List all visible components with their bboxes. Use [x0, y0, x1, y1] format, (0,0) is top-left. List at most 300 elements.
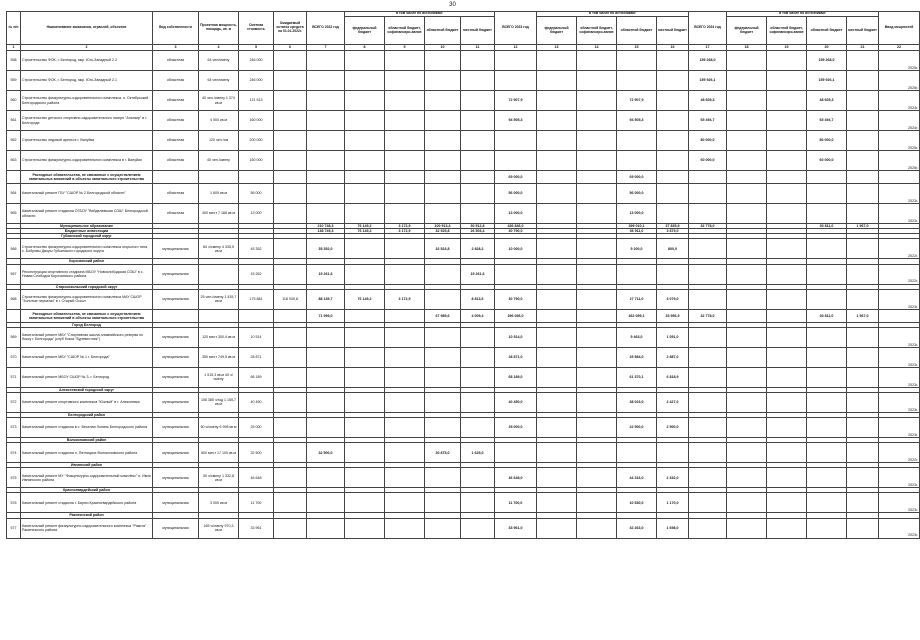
value-cell	[461, 151, 495, 171]
value-cell	[385, 71, 425, 91]
value-cell	[577, 327, 617, 347]
section-title: Ракитянский район	[21, 513, 153, 518]
value-cell	[537, 91, 577, 111]
column-number: 8	[345, 45, 385, 51]
value-cell	[727, 71, 767, 91]
value-cell	[577, 171, 617, 184]
section-title: Белгородский район	[21, 412, 153, 417]
value-cell	[461, 518, 495, 538]
value-cell: 26 503,4	[461, 229, 495, 234]
empty-cell	[199, 171, 239, 184]
value-cell	[689, 418, 727, 438]
value-cell	[537, 239, 577, 259]
column-number: 2	[21, 45, 153, 51]
value-cell: 65 494,7	[807, 111, 847, 131]
value-cell	[847, 91, 879, 111]
expected-balance	[274, 51, 307, 71]
value-cell	[577, 184, 617, 204]
value-cell	[345, 204, 385, 224]
value-cell	[345, 184, 385, 204]
value-cell	[577, 289, 617, 309]
value-cell	[537, 131, 577, 151]
value-cell	[385, 91, 425, 111]
table-row	[7, 289, 920, 309]
capacity: 350 мест 749,5 кв.м	[199, 347, 239, 367]
estimate: 246 000	[239, 51, 274, 71]
table-row	[7, 204, 920, 224]
value-cell: 72 907,9	[495, 91, 537, 111]
value-cell	[727, 184, 767, 204]
header-incl-2022: в том числе по источникам:	[345, 12, 495, 17]
estimate: 11 700	[239, 493, 274, 513]
value-cell	[727, 468, 767, 488]
value-cell: 9 200,0	[617, 239, 657, 259]
value-cell	[345, 518, 385, 538]
value-cell: 10 514,0	[495, 327, 537, 347]
ownership: областная	[153, 204, 199, 224]
value-cell	[847, 367, 879, 387]
value-cell: 27 711,0	[617, 289, 657, 309]
value-cell	[767, 392, 807, 412]
value-cell	[461, 327, 495, 347]
section-title: Муниципальное образование	[21, 224, 153, 229]
row-number: 565	[7, 204, 21, 224]
value-cell	[345, 493, 385, 513]
value-cell	[385, 131, 425, 151]
value-cell	[847, 493, 879, 513]
value-cell	[657, 151, 689, 171]
capacity: 120 мест 300,4 кв.м	[199, 327, 239, 347]
value-cell	[345, 91, 385, 111]
ownership: муниципальная	[153, 493, 199, 513]
row-number: 564	[7, 184, 21, 204]
empty-cell	[199, 309, 239, 322]
value-cell: 2 500,0	[657, 418, 689, 438]
value-cell	[807, 468, 847, 488]
value-cell	[689, 392, 727, 412]
commission-year: 2023г.	[879, 347, 920, 367]
value-cell: 22 500,0	[617, 418, 657, 438]
table-row	[7, 264, 920, 284]
object-name: Капитальный ремонт ГБУ "СШОР № 2 Белгородской области"	[21, 184, 153, 204]
column-number: 13	[537, 45, 577, 51]
value-cell	[847, 418, 879, 438]
value-cell	[657, 91, 689, 111]
value-cell	[727, 493, 767, 513]
column-number: 7	[307, 45, 345, 51]
value-cell: 2 828,2	[461, 239, 495, 259]
value-cell	[689, 184, 727, 204]
value-cell	[385, 327, 425, 347]
value-cell	[307, 392, 345, 412]
value-cell: 138 749,3	[307, 229, 345, 234]
value-cell	[495, 71, 537, 91]
header-total-2024: ВСЕГО 2024 год	[689, 12, 727, 45]
value-cell	[307, 71, 345, 91]
column-number: 6	[274, 45, 307, 51]
table-row	[7, 184, 920, 204]
value-cell	[767, 71, 807, 91]
commission-year	[879, 171, 920, 184]
value-cell	[657, 264, 689, 284]
value-cell: 56 000,0	[617, 184, 657, 204]
value-cell	[767, 289, 807, 309]
table-row	[7, 493, 920, 513]
commission-year: 2023г.	[879, 468, 920, 488]
object-name: Строительство ФОК, г. Белгород, мкр. Юго-Западный 2.2	[21, 51, 153, 71]
value-cell: 10 000,0	[495, 239, 537, 259]
expected-balance	[274, 493, 307, 513]
value-cell: 65 494,7	[689, 111, 727, 131]
value-cell: 60 000,0	[807, 151, 847, 171]
commission-year: 2023г.	[879, 493, 920, 513]
section-title: Расходные обязательства, не связанные с осуществлением капитальных вложений в объекты капитального строительства	[21, 171, 153, 184]
object-name: Капитальный ремонт МУ "Физкультурно-оздоровительный комплекс" п. Ивня Ивнянского района	[21, 468, 153, 488]
value-cell	[767, 51, 807, 71]
ownership: муниципальная	[153, 289, 199, 309]
value-cell: 100 913,4	[425, 224, 461, 229]
value-cell: 2 887,0	[657, 347, 689, 367]
value-cell	[657, 111, 689, 131]
value-cell	[577, 151, 617, 171]
value-cell	[385, 347, 425, 367]
value-cell	[767, 239, 807, 259]
value-cell	[727, 131, 767, 151]
section-title: Алексеевский городской округ	[21, 387, 153, 392]
empty-cell	[153, 171, 199, 184]
value-cell	[385, 493, 425, 513]
value-cell: 13 000,0	[617, 204, 657, 224]
value-cell	[461, 51, 495, 71]
commission-year: 2023г.	[879, 392, 920, 412]
value-cell	[537, 204, 577, 224]
value-cell	[307, 418, 345, 438]
capacity	[199, 264, 239, 284]
value-cell	[537, 171, 577, 184]
ownership: муниципальная	[153, 264, 199, 284]
value-cell	[577, 418, 617, 438]
value-cell	[461, 204, 495, 224]
value-cell: 44 316,0	[617, 468, 657, 488]
value-cell	[767, 131, 807, 151]
estimate: 160 000	[239, 111, 274, 131]
value-cell	[495, 264, 537, 284]
value-cell	[461, 468, 495, 488]
value-cell: 10 530,0	[617, 493, 657, 513]
value-cell	[767, 264, 807, 284]
row-number: 575	[7, 468, 21, 488]
capacity: 84 ч/смену 4 335,5 кв.м	[199, 239, 239, 259]
value-cell	[767, 327, 807, 347]
value-cell	[767, 171, 807, 184]
row-number: 563	[7, 151, 21, 171]
value-cell	[657, 71, 689, 91]
value-cell	[847, 443, 879, 463]
value-cell	[847, 239, 879, 259]
estimate: 246 000	[239, 71, 274, 91]
value-cell: 35 352,0	[307, 239, 345, 259]
value-cell	[807, 327, 847, 347]
value-cell	[461, 493, 495, 513]
expected-balance	[274, 418, 307, 438]
object-name: Капитальный ремонт стадиона г. Бирюч Красногвардейского района	[21, 493, 153, 513]
row-number: 577	[7, 518, 21, 538]
value-cell	[461, 91, 495, 111]
value-cell	[617, 443, 657, 463]
header-name: Наименование заказчиков, отраслей, объектов	[21, 12, 153, 45]
empty-cell	[239, 171, 274, 184]
value-cell	[847, 111, 879, 131]
row-number: 567	[7, 264, 21, 284]
column-number: 16	[657, 45, 689, 51]
value-cell: 436 846,0	[495, 224, 537, 229]
header-fed: федеральный бюджет	[537, 17, 577, 45]
value-cell: 9 463,0	[617, 327, 657, 347]
table-row	[7, 327, 920, 347]
value-cell: 40 790,0	[495, 229, 537, 234]
table-row	[7, 418, 920, 438]
commission-year: 2022г.	[879, 264, 920, 284]
object-name: Строительство ледовой арены в г. Валуйки	[21, 131, 153, 151]
value-cell	[689, 443, 727, 463]
table-row	[7, 71, 920, 91]
value-cell	[689, 367, 727, 387]
value-cell	[537, 367, 577, 387]
value-cell: 76 149,2	[345, 224, 385, 229]
value-cell: 159 268,0	[689, 51, 727, 71]
value-cell	[425, 111, 461, 131]
estimate: 25 000	[239, 418, 274, 438]
ownership: муниципальная	[153, 443, 199, 463]
object-name: Строительство физкультурно-оздоровительного комплекса, п. Октябрьский Белгородского района	[21, 91, 153, 111]
value-cell	[577, 91, 617, 111]
value-cell	[345, 443, 385, 463]
commission-year: 2023г.	[879, 184, 920, 204]
value-cell	[807, 418, 847, 438]
value-cell	[577, 71, 617, 91]
capacity: 600 мест 17 100 кв.м	[199, 443, 239, 463]
value-cell	[767, 91, 807, 111]
value-cell	[385, 51, 425, 71]
object-name: Строительство ФОК, г. Белгород, мкр. Юго-Западный 2.1	[21, 71, 153, 91]
value-cell	[727, 443, 767, 463]
value-cell	[727, 347, 767, 367]
value-cell	[617, 51, 657, 71]
value-cell	[689, 289, 727, 309]
value-cell: 15 261,6	[307, 264, 345, 284]
estimate: 150 000	[239, 151, 274, 171]
value-cell	[385, 204, 425, 224]
value-cell: 399 010,1	[617, 224, 657, 229]
value-cell: 30 875,0	[425, 443, 461, 463]
value-cell	[345, 111, 385, 131]
expected-balance	[274, 264, 307, 284]
value-cell	[727, 151, 767, 171]
value-cell: 72 907,9	[617, 91, 657, 111]
object-name: Капитальный ремонт МБУ "Спортивная школа олимпийского резерва по боксу г. Белгорода" (клуб бокса "Буревестник")	[21, 327, 153, 347]
header-obl-cofin: областной бюджет, софинансиро-вание	[577, 17, 617, 45]
value-cell: 67 989,6	[425, 309, 461, 322]
estimate: 40 450	[239, 392, 274, 412]
budget-table	[6, 11, 920, 539]
value-cell	[495, 131, 537, 151]
estimate: 13 000	[239, 204, 274, 224]
value-cell	[689, 347, 727, 367]
value-cell	[345, 171, 385, 184]
value-cell	[577, 367, 617, 387]
header-incl-2023: в том числе по источникам:	[537, 12, 689, 17]
commission-year: 2023г.	[879, 367, 920, 387]
object-name: Капитальный ремонт МБУ "СШОР № 1 г. Белгорода"	[21, 347, 153, 367]
value-cell	[807, 347, 847, 367]
value-cell	[727, 289, 767, 309]
value-cell	[307, 204, 345, 224]
value-cell: 38 023,0	[617, 392, 657, 412]
value-cell: 48 605,3	[807, 91, 847, 111]
table-row	[7, 468, 920, 488]
value-cell	[657, 51, 689, 71]
value-cell	[425, 131, 461, 151]
commission-year: 2025г.	[879, 51, 920, 71]
table-row	[7, 151, 920, 171]
value-cell	[537, 264, 577, 284]
value-cell	[767, 204, 807, 224]
value-cell	[689, 493, 727, 513]
value-cell: 30 512,8	[461, 224, 495, 229]
value-cell	[537, 289, 577, 309]
capacity: 165 ч/смену 970,3 кв.м	[199, 518, 239, 538]
row-number: 574	[7, 443, 21, 463]
value-cell: 28 871,0	[495, 347, 537, 367]
capacity: 3 000 кв.м	[199, 493, 239, 513]
value-cell	[425, 418, 461, 438]
value-cell	[617, 131, 657, 151]
capacity: 108 385 ч/год 1 155,7 кв.м	[199, 392, 239, 412]
row-number: 566	[7, 239, 21, 259]
value-cell: 1 051,0	[657, 327, 689, 347]
value-cell	[385, 468, 425, 488]
table-row	[7, 131, 920, 151]
value-cell	[425, 392, 461, 412]
expected-balance	[274, 392, 307, 412]
value-cell	[657, 204, 689, 224]
column-number: 14	[577, 45, 617, 51]
value-cell: 3 172,9	[385, 289, 425, 309]
value-cell	[345, 131, 385, 151]
ownership: областная	[153, 71, 199, 91]
value-cell	[577, 264, 617, 284]
value-cell: 94 505,3	[617, 111, 657, 131]
value-cell	[307, 111, 345, 131]
commission-year: 2023г.	[879, 518, 920, 538]
estimate: 46 648	[239, 468, 274, 488]
column-number: 11	[461, 45, 495, 51]
value-cell	[425, 264, 461, 284]
value-cell	[577, 51, 617, 71]
value-cell: 15 261,6	[461, 264, 495, 284]
row-number: 573	[7, 418, 21, 438]
table-body	[7, 51, 920, 539]
value-cell	[847, 204, 879, 224]
value-cell	[425, 171, 461, 184]
value-cell	[495, 443, 537, 463]
ownership: муниципальная	[153, 367, 199, 387]
estimate: 200 000	[239, 131, 274, 151]
value-cell: 159 268,0	[807, 51, 847, 71]
header-loc: местный бюджет	[847, 17, 879, 45]
value-cell	[425, 468, 461, 488]
expected-balance	[274, 204, 307, 224]
header-obl-cofin: областной бюджет, софинансиро-вание	[385, 17, 425, 45]
expected-balance	[274, 131, 307, 151]
value-cell	[307, 468, 345, 488]
value-cell	[307, 131, 345, 151]
column-number: 22	[879, 45, 920, 51]
value-cell: 4 009,4	[461, 309, 495, 322]
value-cell	[461, 367, 495, 387]
value-cell: 36 911,0	[617, 229, 657, 234]
value-cell	[657, 131, 689, 151]
header-expected: Ожидаемый остаток средств на 01.01.2022г.	[274, 12, 307, 45]
value-cell	[727, 264, 767, 284]
value-cell	[727, 111, 767, 131]
expected-balance	[274, 91, 307, 111]
expected-balance	[274, 71, 307, 91]
value-cell	[307, 367, 345, 387]
value-cell	[307, 91, 345, 111]
value-cell: 3 172,9	[385, 224, 425, 229]
capacity: 40 чел./смену 1 374 кв.м	[199, 91, 239, 111]
value-cell	[461, 131, 495, 151]
value-cell	[847, 71, 879, 91]
header-loc: местный бюджет	[461, 17, 495, 45]
value-cell	[537, 184, 577, 204]
value-cell	[425, 347, 461, 367]
expected-balance	[274, 347, 307, 367]
capacity: 25 чел./смену 1 435,7 кв.м	[199, 289, 239, 309]
header-total-2022: ВСЕГО 2022 год	[307, 12, 345, 45]
value-cell	[461, 418, 495, 438]
value-cell: 6 818,9	[657, 367, 689, 387]
commission-year: 2025г.	[879, 131, 920, 151]
object-name: Строительство физкультурно-оздоровительного комплекса в г. Валуйки	[21, 151, 153, 171]
row-number	[7, 309, 21, 322]
ownership: муниципальная	[153, 239, 199, 259]
value-cell	[727, 367, 767, 387]
value-cell	[727, 171, 767, 184]
value-cell: 32 500,0	[307, 443, 345, 463]
value-cell	[807, 392, 847, 412]
value-cell: 46 648,0	[495, 468, 537, 488]
value-cell	[577, 111, 617, 131]
estimate: 32 500	[239, 443, 274, 463]
value-cell	[577, 493, 617, 513]
value-cell	[385, 264, 425, 284]
value-cell: 1 625,0	[461, 443, 495, 463]
value-cell	[385, 518, 425, 538]
value-cell	[657, 184, 689, 204]
value-cell	[345, 51, 385, 71]
table-row	[7, 443, 920, 463]
section-title: Волоконовский район	[21, 438, 153, 443]
value-cell	[847, 184, 879, 204]
table-row	[7, 91, 920, 111]
ownership: областная	[153, 131, 199, 151]
ownership: муниципальная	[153, 347, 199, 367]
value-cell: 32 925,8	[425, 229, 461, 234]
value-cell	[537, 418, 577, 438]
value-cell: 32 263,0	[617, 518, 657, 538]
